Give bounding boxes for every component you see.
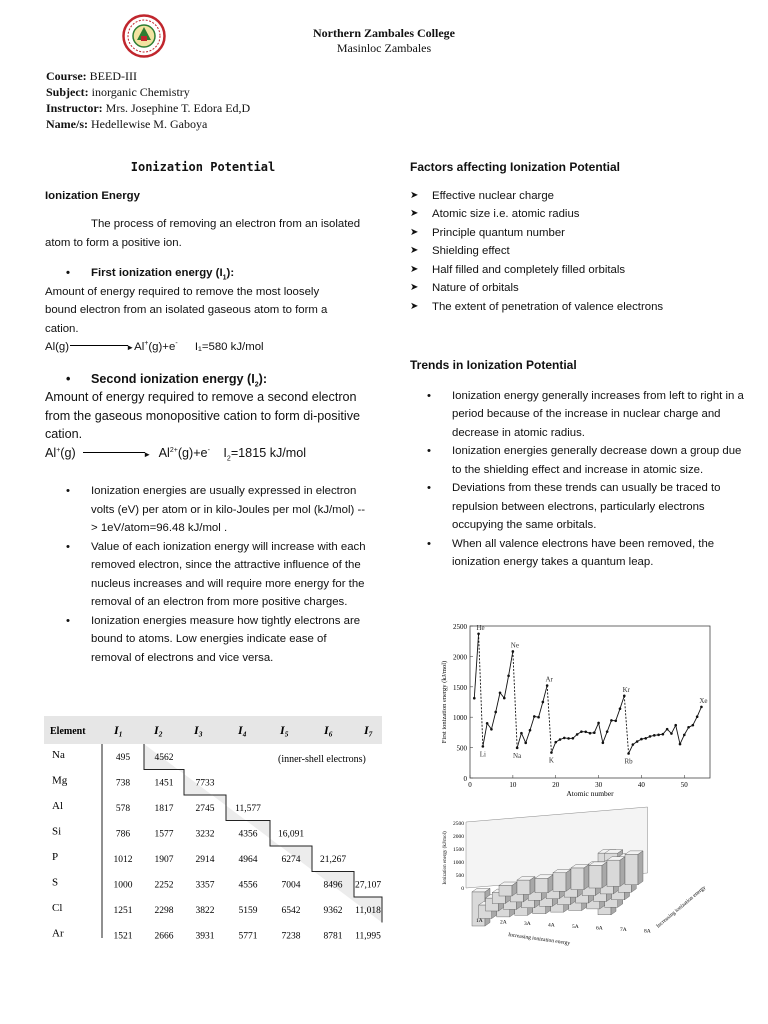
bar-side bbox=[566, 869, 571, 891]
table-cell: 11,577 bbox=[235, 804, 261, 814]
ionization-energy-table bbox=[44, 716, 382, 942]
data-point bbox=[589, 732, 592, 735]
table-cell: 8781 bbox=[323, 931, 343, 942]
element-label: Rb bbox=[624, 757, 633, 766]
table-cell: 6542 bbox=[281, 906, 301, 916]
table-header-cell: I₅ bbox=[280, 723, 289, 737]
data-point bbox=[700, 706, 703, 709]
table-cell: 11,995 bbox=[355, 931, 381, 942]
factor-item: ➤ The extent of penetration of valence electrons bbox=[432, 298, 730, 317]
table-cell: 3822 bbox=[195, 906, 215, 916]
data-point bbox=[593, 731, 596, 734]
left-column bbox=[45, 158, 365, 667]
data-point bbox=[636, 740, 639, 743]
table-cell: 1451 bbox=[154, 778, 174, 789]
group-label: 4A bbox=[548, 922, 555, 929]
data-point bbox=[572, 737, 575, 740]
table-cell: 786 bbox=[115, 829, 131, 840]
data-point bbox=[687, 726, 690, 729]
data-point bbox=[559, 738, 562, 741]
table-cell: 6274 bbox=[281, 855, 301, 865]
table-cell: 3232 bbox=[195, 829, 215, 840]
group-label: 8A bbox=[644, 928, 651, 935]
trend-item: • Deviations from these trends can usually be traced to repulsion between electrons, particularly electrons occupying the same orbitals. bbox=[452, 479, 752, 535]
table-cell: 2298 bbox=[154, 906, 174, 916]
info-course: Course: BEED-III bbox=[46, 69, 137, 83]
factor-item: ➤ Nature of orbitals bbox=[432, 279, 730, 298]
y-tick-label: 0 bbox=[463, 775, 467, 783]
data-point bbox=[473, 697, 476, 700]
inner-shell-note: (inner-shell electrons) bbox=[278, 754, 366, 765]
periodic-ionization-energy-3d-chart bbox=[438, 818, 716, 947]
group-label: 3A bbox=[524, 921, 531, 927]
table-cell: 4562 bbox=[154, 753, 174, 763]
table-header-cell: Element bbox=[50, 726, 86, 737]
factor-item: ➤ Half filled and completely filled orbitals bbox=[432, 261, 730, 280]
data-point bbox=[614, 719, 617, 722]
table-header-cell: I₁ bbox=[114, 723, 123, 737]
table-header-cell: I₆ bbox=[324, 723, 333, 737]
factor-item: ➤ Effective nuclear charge bbox=[432, 187, 730, 206]
section-title: Ionization Potential bbox=[130, 160, 276, 174]
group-label: 5A bbox=[572, 924, 579, 930]
data-point bbox=[520, 732, 523, 735]
data-point bbox=[666, 728, 669, 731]
data-point bbox=[602, 741, 605, 744]
equation-1: Al(g) ►Al+(g)+e- I₁=580 kJ/mol bbox=[45, 340, 264, 353]
trend-item: • Ionization energy generally increases from left to right in a period because of the increase in nuclear charge and decrease in atomic radius. bbox=[452, 387, 752, 443]
x-tick-label: 10 bbox=[509, 781, 517, 789]
bar-side bbox=[638, 851, 643, 885]
table-cell: 4964 bbox=[238, 855, 258, 865]
data-point bbox=[490, 728, 493, 731]
table-element-name: Al bbox=[52, 800, 63, 812]
y-axis-label: First ionization energy (kJ/mol) bbox=[441, 660, 448, 744]
y-tick-label: 1000 bbox=[453, 860, 464, 866]
x-tick-label: 40 bbox=[637, 781, 645, 789]
table-cell: 4556 bbox=[238, 880, 258, 891]
data-point bbox=[657, 734, 660, 737]
table-element-name: Ar bbox=[52, 927, 64, 940]
data-point bbox=[597, 722, 600, 725]
reaction-arrow-icon bbox=[70, 345, 128, 346]
data-point bbox=[683, 734, 686, 737]
table-element-name: Cl bbox=[52, 902, 63, 914]
data-point bbox=[662, 733, 665, 736]
y-tick-label: 2000 bbox=[453, 834, 464, 840]
data-point bbox=[632, 743, 635, 746]
data-point bbox=[482, 745, 485, 748]
table-cell: 1000 bbox=[113, 880, 133, 891]
bar-front bbox=[589, 865, 602, 888]
data-point bbox=[486, 722, 489, 725]
table-cell: 2252 bbox=[154, 880, 174, 891]
data-point bbox=[649, 735, 652, 738]
data-point bbox=[533, 715, 536, 718]
college-town: Masinloc Zambales bbox=[336, 41, 432, 55]
x-tick-label: 0 bbox=[468, 781, 472, 789]
data-point bbox=[584, 730, 587, 733]
intro-paragraph: The process of removing an electron from an isolated atom to form a positive ion. bbox=[45, 218, 361, 249]
y-tick-label: 500 bbox=[456, 744, 467, 753]
first-ie-heading: • First ionization energy $(I_1)$: bbox=[91, 264, 365, 283]
element-label: Li bbox=[479, 750, 486, 759]
data-point bbox=[623, 695, 626, 698]
bar-front bbox=[517, 880, 530, 894]
group-label: 1A bbox=[476, 918, 483, 924]
table-cell: 16,091 bbox=[277, 829, 305, 840]
course-info bbox=[46, 68, 250, 132]
second-ie-heading: • Second ionization energy $(I_2)$: bbox=[91, 370, 365, 389]
data-point bbox=[576, 733, 579, 736]
y-tick-label: 2500 bbox=[453, 623, 467, 631]
table-cell: 4356 bbox=[238, 829, 258, 840]
table-cell: 1817 bbox=[154, 804, 174, 814]
data-point bbox=[610, 719, 613, 722]
x-tick-label: 20 bbox=[552, 781, 560, 789]
table-cell: 1251 bbox=[113, 906, 133, 916]
factor-item: ➤ Principle quantum number bbox=[432, 224, 730, 243]
data-point bbox=[503, 697, 506, 700]
y-axis-label: Ionization energy (kJ/mol) bbox=[443, 831, 448, 885]
x-axis-label: Atomic number bbox=[566, 789, 614, 798]
factors-list bbox=[432, 187, 730, 317]
second-ie-description: Amount of energy required to remove a second electron from the gaseous monopositive cation to form di-positive cation. bbox=[45, 390, 360, 441]
trends-heading: Trends in Ionization Potential bbox=[410, 358, 577, 372]
element-label: Kr bbox=[622, 685, 630, 694]
y-tick-label: 1500 bbox=[453, 683, 467, 692]
element-label: Na bbox=[513, 751, 522, 760]
table-element-name: Na bbox=[52, 749, 65, 761]
table-header-cell: I₂ bbox=[154, 723, 163, 737]
plot-frame bbox=[470, 623, 710, 778]
data-point bbox=[627, 752, 630, 755]
table-cell: 21,267 bbox=[319, 855, 347, 865]
table-cell: 495 bbox=[115, 753, 131, 763]
element-label: Ne bbox=[510, 641, 519, 650]
bullet-binding: • Ionization energies measure how tightly electrons are bound to atoms. Low energies indicate ease of removal of electrons and vice versa. bbox=[91, 612, 366, 668]
factor-item: ➤ Atomic size i.e. atomic radius bbox=[432, 205, 730, 224]
info-instructor: Instructor: Mrs. Josephine T. Edora Ed,D bbox=[46, 101, 251, 115]
x-axis-label: Increasing ionization energy bbox=[507, 932, 571, 947]
table-cell: 1577 bbox=[154, 829, 174, 840]
data-point bbox=[679, 743, 682, 746]
data-point bbox=[512, 650, 515, 653]
data-point bbox=[516, 747, 519, 750]
data-point bbox=[554, 741, 557, 744]
data-point bbox=[546, 684, 549, 687]
factors-heading: Factors affecting Ionization Potential bbox=[410, 160, 621, 174]
info-subject: Subject: inorganic Chemistry bbox=[46, 85, 190, 99]
college-name: Northern Zambales College bbox=[313, 26, 455, 40]
bar-front bbox=[571, 868, 584, 890]
table-cell: 3357 bbox=[195, 880, 215, 891]
y-tick-label: 1500 bbox=[453, 847, 464, 853]
data-point bbox=[644, 737, 647, 740]
data-point bbox=[606, 730, 609, 733]
data-point bbox=[563, 737, 566, 740]
table-cell: 738 bbox=[115, 778, 131, 789]
first-ie-description: Amount of energy required to remove the most loosely bound electron from an isolated gaseous atom to form a cation. bbox=[45, 285, 328, 335]
bar-front bbox=[499, 886, 512, 896]
trend-item: • When all valence electrons have been removed, the ionization energy takes a quantum leap. bbox=[452, 535, 752, 572]
y-tick-label: 1000 bbox=[453, 714, 467, 723]
data-point bbox=[580, 730, 583, 733]
bullet-units: • Ionization energies are usually expressed in electron volts (eV) per atom or in kilo-Joules per mol (kJ/mol) --> 1eV/atom=96.48 kJ/mol . bbox=[91, 482, 366, 538]
first-ie-list bbox=[91, 264, 365, 283]
bar-front bbox=[607, 860, 620, 886]
data-point bbox=[507, 674, 510, 677]
data-point bbox=[696, 715, 699, 718]
equation-2: Al+(g) ► $Al^{2+}(g)+e^-$ $I_2=1815$ kJ/mol bbox=[45, 445, 307, 463]
x-tick-label: 50 bbox=[680, 781, 688, 789]
table-cell: 1907 bbox=[154, 855, 174, 865]
data-point bbox=[640, 738, 643, 741]
data-point bbox=[692, 724, 695, 727]
element-label: Xe bbox=[699, 696, 708, 705]
bar-front bbox=[553, 873, 566, 891]
table-cell: 2914 bbox=[195, 855, 215, 865]
table-cell: 3931 bbox=[195, 931, 215, 942]
element-label: Ar bbox=[545, 675, 553, 684]
table-cell: 7238 bbox=[281, 931, 301, 942]
bar-side bbox=[584, 864, 589, 889]
bar-front bbox=[535, 878, 548, 893]
data-point bbox=[494, 711, 497, 714]
element-label: K bbox=[548, 756, 554, 765]
factor-item: ➤ Shielding effect bbox=[432, 242, 730, 261]
table-header-cell: I₃ bbox=[194, 723, 203, 737]
table-cell: 9362 bbox=[323, 906, 343, 916]
table-cell: 7004 bbox=[281, 880, 301, 891]
data-point bbox=[524, 742, 527, 745]
table-cell: 5771 bbox=[238, 931, 258, 942]
data-point bbox=[529, 729, 532, 732]
trend-item: • Ionization energies generally decrease down a group due to the shielding effect and increase in atomic size. bbox=[452, 442, 752, 479]
ie-bullets bbox=[91, 482, 366, 667]
table-element-name: Mg bbox=[52, 774, 68, 787]
group-label: 7A bbox=[620, 927, 627, 933]
table-header-cell: I₇ bbox=[364, 723, 373, 737]
data-point bbox=[537, 716, 540, 719]
table-cell: 7733 bbox=[195, 778, 215, 789]
table-cell: 1012 bbox=[113, 855, 133, 865]
data-point bbox=[567, 737, 570, 740]
bar-side bbox=[620, 857, 625, 887]
group-label: 2A bbox=[500, 919, 507, 926]
data-point bbox=[550, 751, 553, 754]
table-cell: 2666 bbox=[154, 931, 174, 942]
data-point bbox=[674, 724, 677, 727]
y-tick-label: 2000 bbox=[453, 653, 467, 662]
table-element-name: P bbox=[52, 851, 59, 863]
table-cell: 5159 bbox=[238, 906, 258, 916]
bar-side bbox=[602, 862, 607, 888]
data-point bbox=[670, 732, 673, 735]
table-cell: 27,107 bbox=[354, 880, 382, 891]
table-header-cell: I₄ bbox=[238, 723, 247, 737]
element-label: He bbox=[476, 623, 485, 632]
y-tick-label: 2500 bbox=[453, 821, 464, 827]
ionization-energy-heading: Ionization Energy bbox=[45, 189, 140, 202]
z-axis-label: Increasing ionization energy bbox=[655, 884, 708, 930]
table-element-name: S bbox=[52, 876, 59, 889]
right-column bbox=[410, 158, 744, 572]
table-cell: 8496 bbox=[323, 880, 343, 891]
data-point bbox=[619, 707, 622, 710]
inner-shell-region bbox=[144, 744, 382, 923]
trends-list bbox=[452, 387, 752, 572]
table-cell: 11,018 bbox=[355, 906, 381, 916]
table-element-name: Si bbox=[52, 825, 62, 838]
second-ie-list bbox=[91, 370, 365, 389]
table-cell: 578 bbox=[115, 804, 131, 814]
info-names: Name/s: Hedellewise M. Gaboya bbox=[46, 117, 208, 131]
table-cell: 1521 bbox=[113, 931, 133, 942]
y-tick-label: 500 bbox=[455, 873, 464, 879]
data-point bbox=[653, 734, 656, 737]
x-tick-label: 30 bbox=[595, 781, 603, 789]
data-point bbox=[499, 691, 502, 694]
data-point bbox=[542, 701, 545, 704]
reaction-arrow-icon-2 bbox=[83, 452, 145, 453]
bar-front bbox=[625, 854, 638, 884]
data-point bbox=[477, 632, 480, 635]
group-label: 6A bbox=[596, 925, 603, 932]
table-cell: 2745 bbox=[195, 804, 215, 814]
bullet-increase: • Value of each ionization energy will increase with each removed electron, since the attractive influence of the nucleus increases and will require more energy for the removal of an electron from more positive charges. bbox=[91, 538, 366, 612]
first-ionization-energy-plot bbox=[438, 618, 716, 800]
y-tick-label: 0 bbox=[461, 886, 464, 892]
